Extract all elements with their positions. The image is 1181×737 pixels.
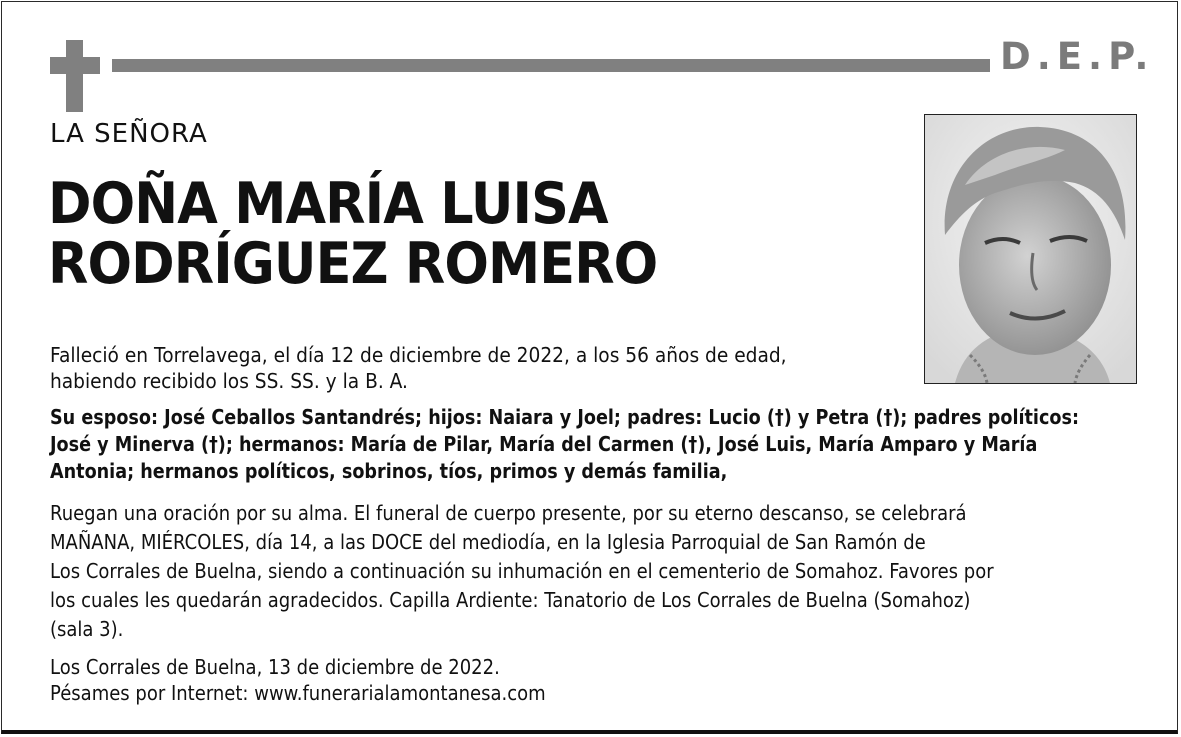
condolences-website: Pésames por Internet: www.funerarialamontanesa.com bbox=[50, 681, 546, 705]
death-notice bbox=[50, 342, 787, 394]
name-line-1: DOÑA MARÍA LUISA bbox=[48, 171, 608, 237]
dep-label: D.E.P. bbox=[1000, 35, 1155, 78]
header-rule bbox=[112, 59, 990, 72]
death-notice-line: habiendo recibido los SS. SS. y la B. A. bbox=[50, 369, 408, 393]
death-notice-line: Falleció en Torrelavega, el día 12 de diciembre de 2022, a los 56 años de edad, bbox=[50, 343, 787, 367]
funeral-line: Los Corrales de Buelna, siendo a continuación su inhumación en el cementerio de Somahoz. Favores por bbox=[50, 559, 994, 583]
family-line: Su esposo: José Ceballos Santandrés; hijos: Naiara y Joel; padres: Lucio (†) y Petra (†); padres políticos: bbox=[50, 405, 1079, 429]
deceased-name bbox=[48, 171, 658, 297]
family-list bbox=[50, 404, 1079, 485]
funeral-line: MAÑANA, MIÉRCOLES, día 14, a las DOCE del mediodía, en la Iglesia Parroquial de San Ramón de bbox=[50, 530, 926, 554]
funeral-line: Ruegan una oración por su alma. El funeral de cuerpo presente, por su eterno descanso, se celebrará bbox=[50, 501, 967, 525]
footer bbox=[50, 654, 546, 706]
family-line: José y Minerva (†); hermanos: María de Pilar, María del Carmen (†), José Luis, María Amparo y María bbox=[50, 432, 1038, 456]
funeral-line: los cuales les quedarán agradecidos. Capilla Ardiente: Tanatorio de Los Corrales de Buelna (Somahoz) bbox=[50, 588, 971, 612]
intro-label: LA SEÑORA bbox=[50, 119, 208, 149]
funeral-details bbox=[50, 499, 994, 644]
family-line: Antonia; hermanos políticos, sobrinos, tíos, primos y demás familia, bbox=[50, 459, 728, 483]
place-date: Los Corrales de Buelna, 13 de diciembre de 2022. bbox=[50, 655, 500, 679]
name-line-2: RODRÍGUEZ ROMERO bbox=[48, 231, 658, 297]
funeral-line: (sala 3). bbox=[50, 617, 124, 641]
portrait-photo bbox=[924, 114, 1137, 384]
obituary-notice bbox=[1, 1, 1178, 734]
